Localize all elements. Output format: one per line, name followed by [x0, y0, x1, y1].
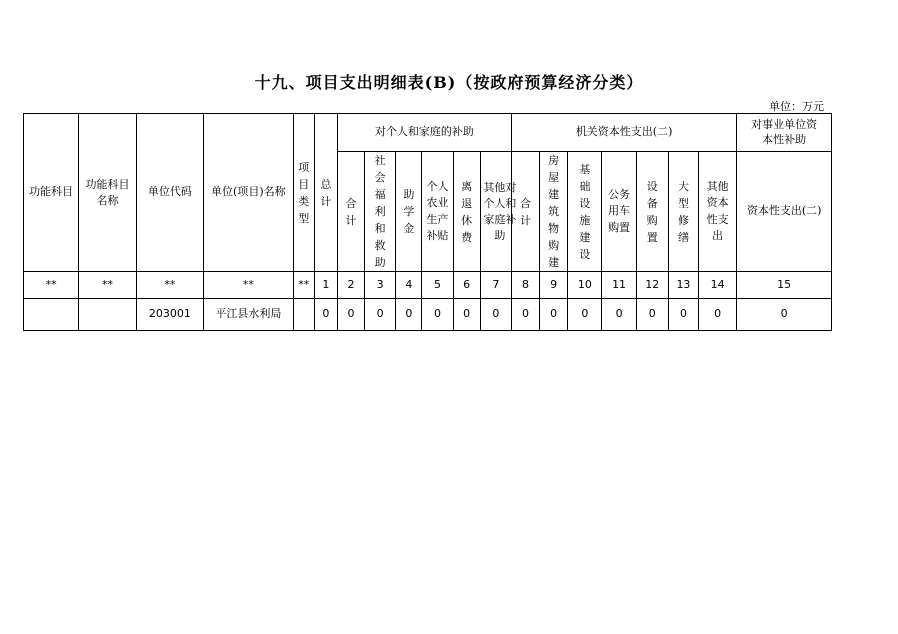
header-c-infra: 基础设施建设: [568, 152, 602, 272]
cell-unit-code: 203001: [136, 299, 203, 331]
header-unit-code: 单位代码: [136, 114, 203, 272]
budget-table: [23, 113, 832, 331]
cell-value: 0: [737, 299, 832, 331]
cell-value: 0: [422, 299, 453, 331]
cell-value: 0: [453, 299, 480, 331]
cell-value: 0: [480, 299, 511, 331]
header-group-enterprise: 对事业单位资本性补助: [737, 114, 832, 152]
index-cell: 15: [737, 272, 832, 299]
header-p-retire: 离退休费: [453, 152, 480, 272]
cell-value: 0: [365, 299, 396, 331]
cell-value: 0: [314, 299, 337, 331]
index-row: [24, 272, 832, 299]
cell-unit-name: 平江县水利局: [204, 299, 294, 331]
cell-value: 0: [699, 299, 737, 331]
cell-value: 0: [511, 299, 539, 331]
header-p-welfare: 社会福利和救助: [365, 152, 396, 272]
index-cell: 12: [636, 272, 668, 299]
index-cell: 8: [511, 272, 539, 299]
cell-value: 0: [602, 299, 636, 331]
header-func-subject: 功能科目: [24, 114, 79, 272]
index-cell: 7: [480, 272, 511, 299]
index-cell: 5: [422, 272, 453, 299]
cell-value: 0: [540, 299, 568, 331]
header-group-personal: 对个人和家庭的补助: [337, 114, 511, 152]
header-p-other: 其他对个人和家庭补助: [480, 152, 511, 272]
cell-value: 0: [636, 299, 668, 331]
header-c-house: 房屋建筑物购建: [540, 152, 568, 272]
header-c-car: 公务用车购置: [602, 152, 636, 272]
index-cell: 14: [699, 272, 737, 299]
cell-project-type: [293, 299, 314, 331]
table-row: [24, 299, 832, 331]
header-c-other: 其他资本性支出: [699, 152, 737, 272]
index-cell: 6: [453, 272, 480, 299]
header-group-capital: 机关资本性支出(二): [511, 114, 736, 152]
header-c-sum: 合计: [511, 152, 539, 272]
header-total: 总计: [314, 114, 337, 272]
header-c-equip: 设备购置: [636, 152, 668, 272]
index-cell: 3: [365, 272, 396, 299]
index-cell: **: [204, 272, 294, 299]
index-cell: 13: [668, 272, 698, 299]
header-p-agri: 个人农业生产补贴: [422, 152, 453, 272]
header-p-grant: 助学金: [396, 152, 422, 272]
header-p-sum: 合计: [337, 152, 364, 272]
index-cell: **: [136, 272, 203, 299]
cell-value: 0: [337, 299, 364, 331]
unit-label: 单位：万元: [769, 100, 824, 113]
cell-value: 0: [396, 299, 422, 331]
header-unit-name: 单位(项目)名称: [204, 114, 294, 272]
cell-func-subject-name: [79, 299, 136, 331]
index-cell: 9: [540, 272, 568, 299]
cell-value: 0: [668, 299, 698, 331]
index-cell: **: [24, 272, 79, 299]
page-title: 十九、项目支出明细表(B)（按政府预算经济分类）: [254, 73, 644, 92]
index-cell: 1: [314, 272, 337, 299]
header-func-subject-name: 功能科目名称: [79, 114, 136, 272]
cell-func-subject: [24, 299, 79, 331]
index-cell: 11: [602, 272, 636, 299]
header-project-type: 项目类型: [293, 114, 314, 272]
cell-value: 0: [568, 299, 602, 331]
index-cell: 2: [337, 272, 364, 299]
header-e-capital: 资本性支出(二): [737, 152, 832, 272]
index-cell: **: [293, 272, 314, 299]
index-cell: 4: [396, 272, 422, 299]
index-cell: **: [79, 272, 136, 299]
index-cell: 10: [568, 272, 602, 299]
header-c-repair: 大型修缮: [668, 152, 698, 272]
